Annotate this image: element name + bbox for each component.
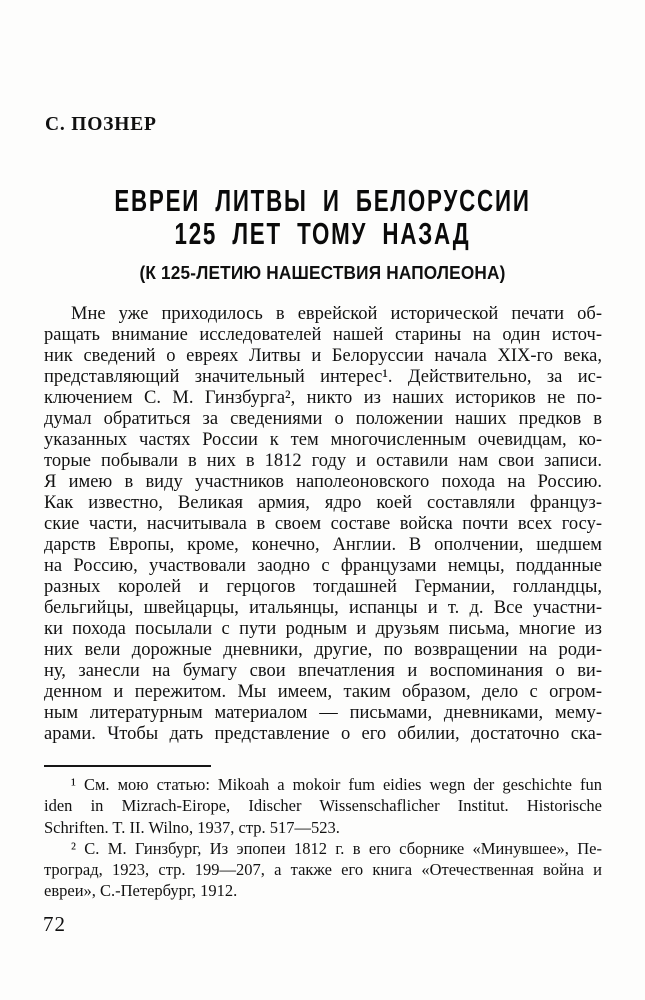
text-line: Как известно, Великая армия, ядро коей составляли француз- <box>44 493 602 513</box>
text-line: думал обратиться за сведениями о положении наших предков в <box>44 409 602 429</box>
page-number: 72 <box>43 912 66 936</box>
text-line: iden in Mizrach-Eirope, Idischer Wissenschaflicher Institut. Historische <box>44 796 602 816</box>
article-title-line1: ЕВРЕИ ЛИТВЫ И БЕЛОРУССИИ <box>114 183 531 218</box>
body-text <box>44 304 602 745</box>
text-line: Schriften. T. II. Wilno, 1937, стр. 517—523. <box>44 817 340 837</box>
article-subtitle: (К 125-ЛЕТИЮ НАШЕСТВИЯ НАПОЛЕОНА) <box>139 262 506 283</box>
text-line: ращать внимание исследователей нашей старины на один источ- <box>44 325 602 345</box>
text-line: представляющий значительный интерес¹. Действительно, за ис- <box>44 367 602 387</box>
text-line: ник сведений о евреях Литвы и Белоруссии начала XIX-го века, <box>44 346 602 366</box>
text-line: ¹ См. мою статью: Mikoah a mokoir fum eidies wegn der geschichte fun <box>71 775 602 794</box>
text-line: указанных частях России к тем многочисленным очевидцам, ко- <box>44 430 602 450</box>
text-line: арами. Чтобы дать представление о его обилии, достаточно ска- <box>44 724 602 744</box>
footnote-separator <box>44 765 211 767</box>
text-line: дарств Европы, кроме, конечно, Англии. В ополчении, шедшем <box>44 535 602 555</box>
text-line: денном и пережитом. Мы имеем, таким образом, дело с огром- <box>44 682 602 702</box>
text-line: Я имею в виду участников наполеоновского похода на Россию. <box>44 472 602 492</box>
author-name: С. ПОЗНЕР <box>45 114 157 135</box>
text-line: троград, 1923, стр. 199—207, а также его книга «Отечественная война и <box>44 860 602 880</box>
text-line: ки похода посылали с пути родным и друзьям письма, многие из <box>44 619 602 639</box>
text-line: ну, занесли на бумагу свои впечатления и воспоминания о ви- <box>44 661 602 681</box>
text-line: на Россию, участвовали заодно с французами немцы, подданные <box>44 556 602 576</box>
text-line: разных королей и герцогов тогдашней Германии, голландцы, <box>44 577 602 597</box>
text-line: ключением С. М. Гинзбурга², никто из наших историков не по- <box>44 388 602 408</box>
text-line: ным литературным материалом — письмами, дневниками, мему- <box>44 703 602 723</box>
text-line: бельгийцы, швейцарцы, итальянцы, испанцы и т. д. Все участни- <box>44 598 602 618</box>
text-line: них вели дорожные дневники, другие, по возвращении на роди- <box>44 640 602 660</box>
article-title <box>90 184 554 250</box>
text-line: евреи», С.-Петербург, 1912. <box>44 881 238 901</box>
article-title-line2: 125 ЛЕТ ТОМУ НАЗАД <box>174 216 471 251</box>
text-line: ские части, насчитывала в своем составе войска почти всех госу- <box>44 514 602 534</box>
text-line: торые побывали в них в 1812 году и оставили нам свои записи. <box>44 451 602 471</box>
text-line: ² С. М. Гинзбург, Из эпопеи 1812 г. в его сборнике «Минувшее», Пе- <box>71 838 602 858</box>
text-line: Мне уже приходилось в еврейской исторической печати об- <box>71 304 602 324</box>
footnotes <box>44 774 602 902</box>
